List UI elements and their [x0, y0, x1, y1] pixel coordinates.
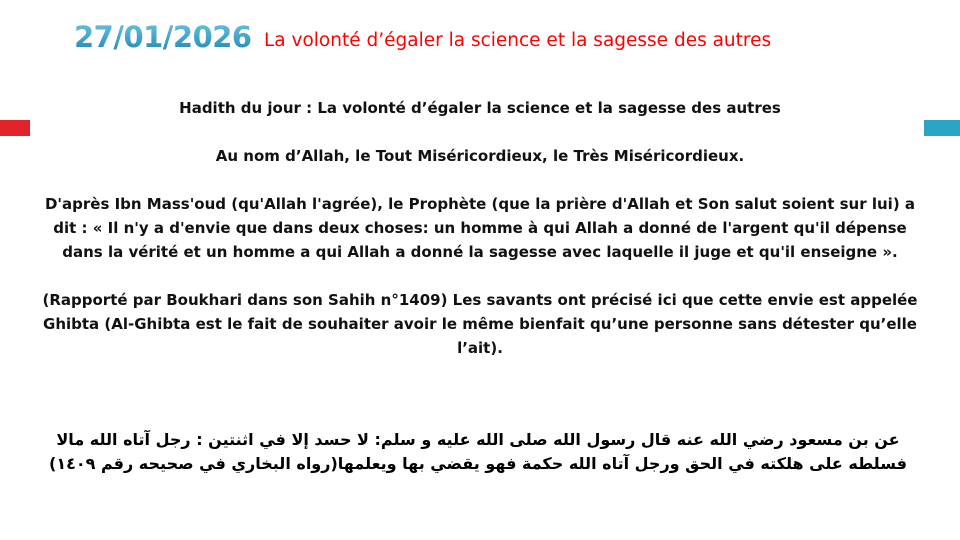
hadith-heading: Hadith du jour : La volonté d’égaler la science et la sagesse des autres [179, 99, 781, 117]
slide-date: 27/01/2026 [74, 20, 252, 54]
right-accent-bar [924, 120, 960, 136]
slide-title: La volonté d’égaler la science et la sagesse des autres [264, 30, 772, 51]
slide-body [40, 96, 920, 384]
commentary-text: (Rapporté par Boukhari dans son Sahih n°1409) Les savants ont précisé ici que cette envie est appelée Ghibta (Al-Ghibta est le fait de souhaiter avoir le même bienfait qu’une personne sans détester qu’elle l’ait). [42, 291, 918, 357]
basmala: Au nom d’Allah, le Tout Miséricordieux, le Très Miséricordieux. [215, 147, 745, 165]
hadith-text: D'après Ibn Mass'oud (qu'Allah l'agrée), le Prophète (que la prière d'Allah et Son salut soient sur lui) a dit : « Il n'y a d'envie que dans deux choses: un homme à qui Allah a donné de l'argent qu'il dépense dans la vérité et un homme a qui Allah a donné la sagesse avec laquelle il juge et qu'il enseigne ». [44, 195, 916, 261]
arabic-hadith-text: عن بن مسعود رضي الله عنه قال رسول الله صلى الله عليه و سلم: لا حسد إلا في اثنتين : رجل آتاه الله مالا فسلطه على هلكته في الحق ورجل آتاه الله حكمة فهو يقضي بها ويعلمها(رواه البخاري في صحيحه رقم ١٤٠٩) [49, 430, 907, 473]
left-accent-bar [0, 120, 30, 136]
